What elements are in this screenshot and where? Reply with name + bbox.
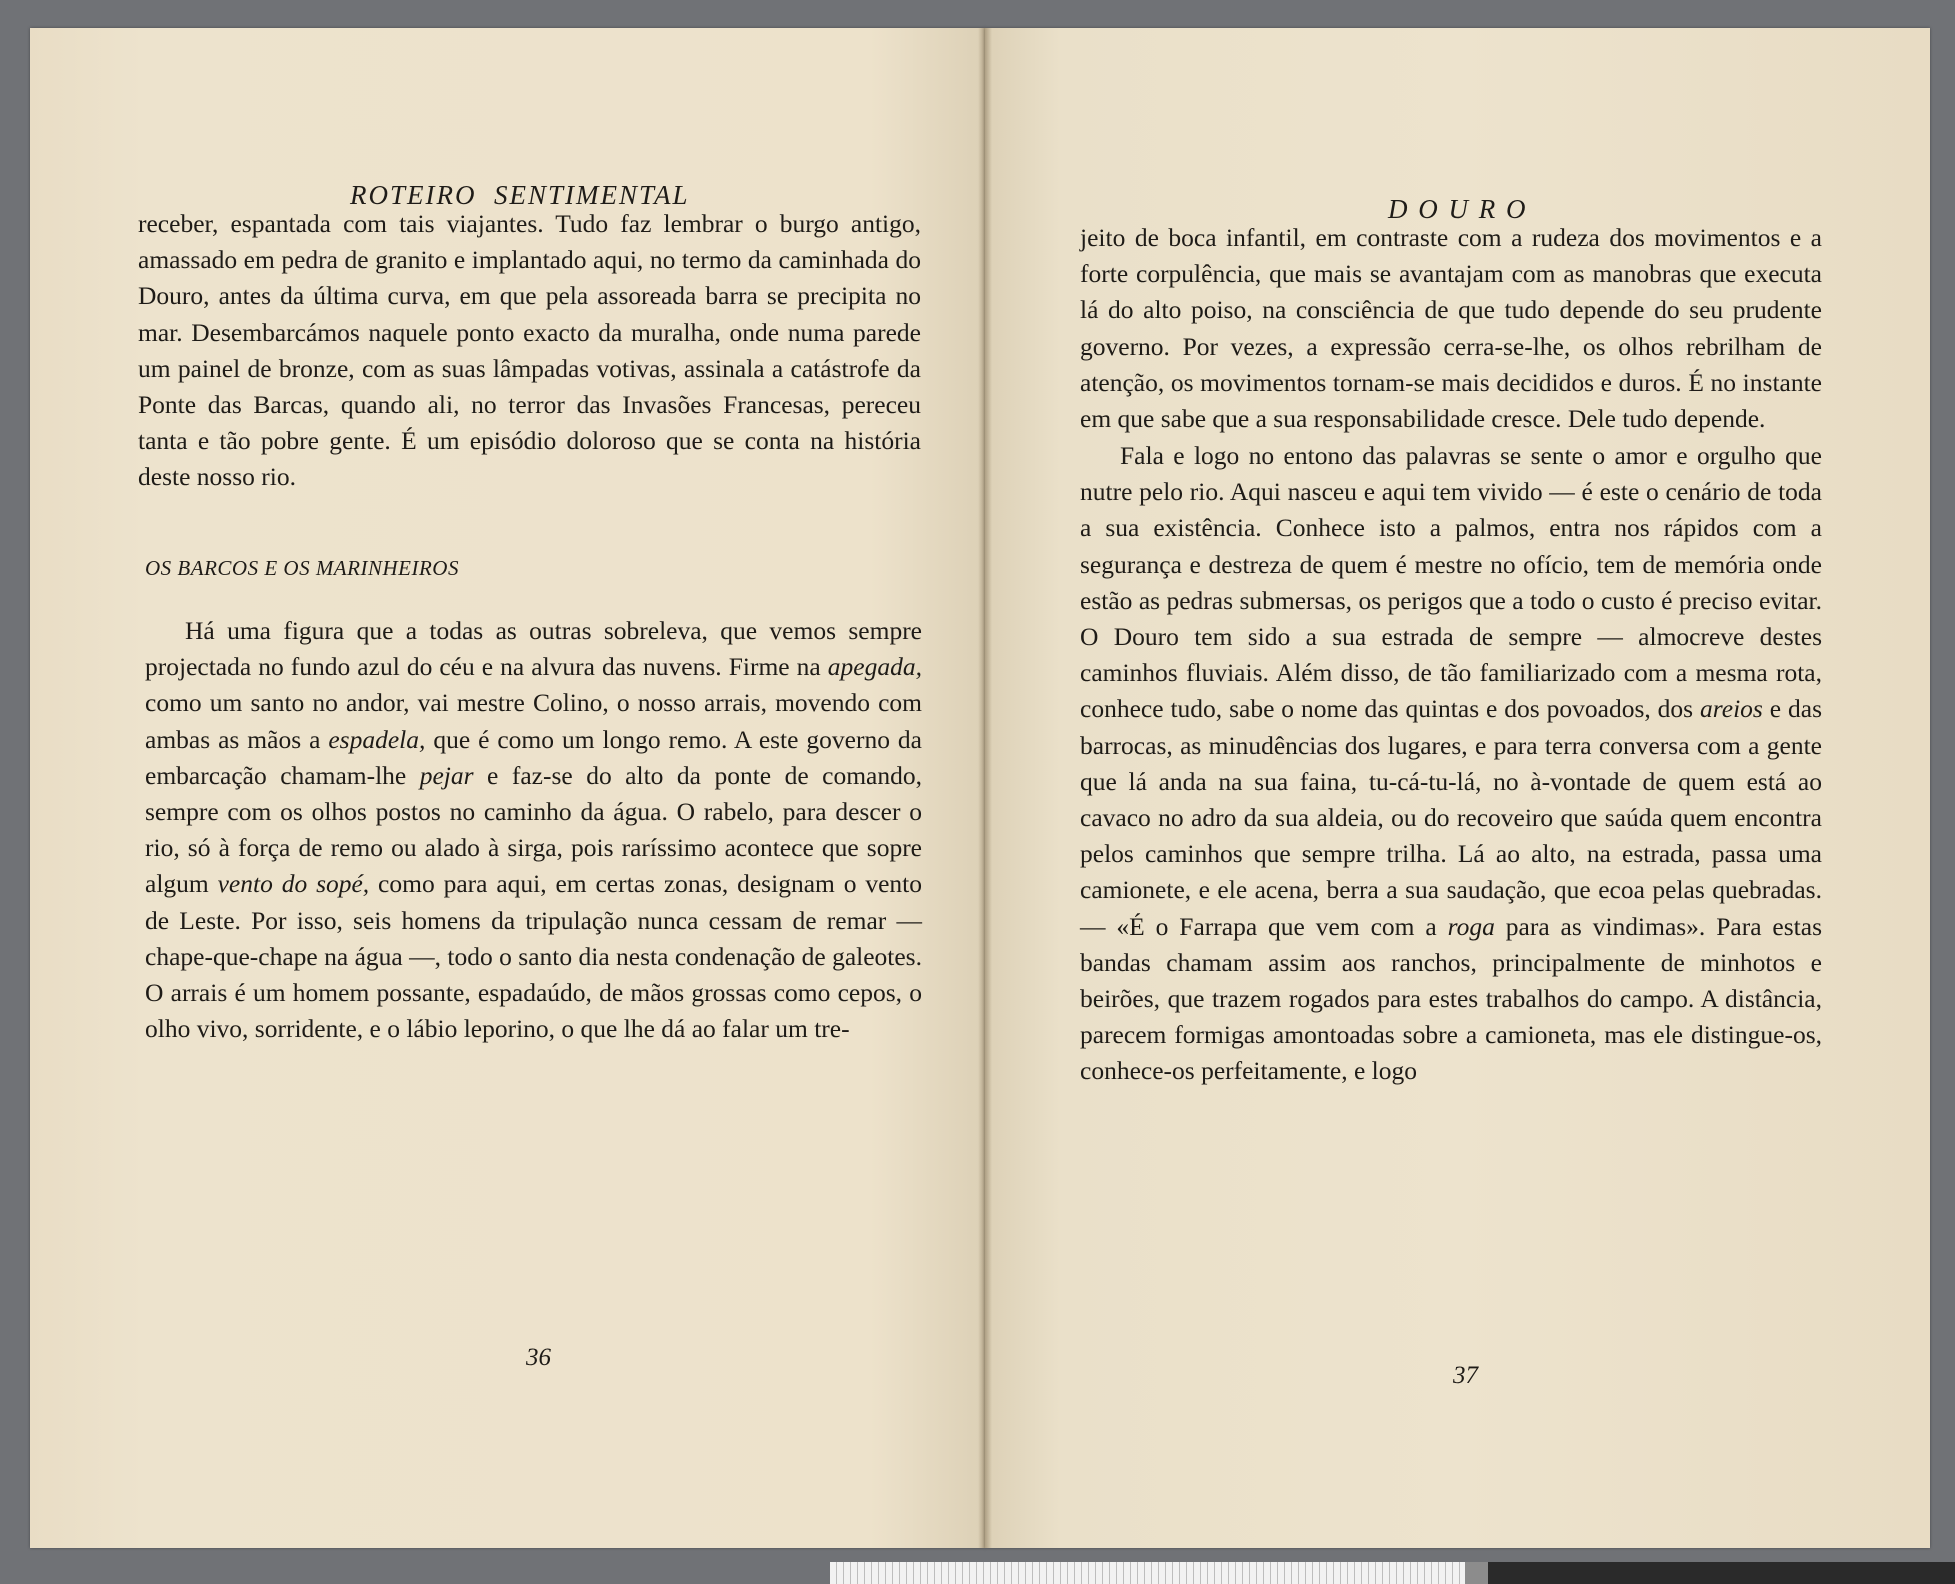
italic-term: apegada,	[827, 652, 922, 682]
italic-term: espadela,	[328, 724, 426, 754]
scale-ruler-black-block	[1488, 1562, 1955, 1584]
right-paragraph-2	[1080, 438, 1822, 1090]
left-paragraph-1	[138, 206, 921, 496]
left-paragraph-2	[145, 613, 922, 1047]
left-paragraph-2-text	[145, 613, 922, 1047]
text-run: que é como um longo remo. A este governo da embarcação chamam-lhe	[145, 724, 922, 790]
page-number-left: 36	[526, 1344, 551, 1371]
text-run: Fala e logo no entono das palavras se sente o amor e orgulho que nutre pelo rio. Aqui nasceu e aqui tem vivido — é este o cenário de toda a sua existência. Conhece isto a palmos, entra nos rápidos com a segurança e destreza de quem é mestre no ofício, tem de memória onde estão as pedras submersas, os perigos que a todo o custo é preciso evitar. O Douro tem sido a sua estrada de sempre — almocreve destes caminhos fluviais. Além disso, de tão familiarizado com a mesma rota, conhece tudo, sabe o nome das quintas e dos povoados, dos	[1080, 441, 1822, 724]
text-run: como um santo no andor, vai mestre Colino, o nosso arrais, movendo com ambas as mãos a	[145, 688, 922, 754]
italic-term: vento do sopé,	[217, 869, 370, 899]
text-run: para as vindimas». Para estas bandas chamam assim aos ranchos, principalmente de minhotos e beirões, que trazem rogados para estes trabalhos do campo. A distância, parecem formigas amontoadas sobre a camioneta, mas ele distingue-os, conhece-os perfeitamente, e logo	[1080, 911, 1822, 1086]
book-spread	[30, 28, 1930, 1548]
scale-ruler-grey-block	[1465, 1562, 1488, 1584]
text-run: Há uma figura que a todas as outras sobreleva, que vemos sempre projectada no fundo azul do céu e na alvura das nuvens. Firme na	[145, 616, 922, 682]
text-run: e das barrocas, as minudências dos lugares, e para terra conversa com a gente que lá anda na sua faina, tu-cá-tu-lá, no à-vontade de quem está ao cavaco no adro da sua aldeia, ou do recoveiro que saúda quem encontra pelos caminhos que sempre trilha. Lá ao alto, na estrada, passa uma camionete, e ele acena, berra a sua saudação, que ecoa pelas quebradas. — «É o Farrapa que vem com a	[1080, 694, 1822, 941]
running-head-left: ROTEIRO SENTIMENTAL	[350, 180, 690, 210]
section-title: OS BARCOS E OS MARINHEIROS	[145, 556, 459, 580]
left-page	[30, 28, 985, 1548]
text-run: como para aqui, em certas zonas, designam o vento de Leste. Por isso, seis homens da tripulação nunca cessam de remar — chape-que-chape na água —, todo o santo dia nesta condenação de galeotes. O arrais é um homem possante, espadaúdo, de mãos grossas como cepos, o olho vivo, sorridente, e o lábio leporino, o que lhe dá ao falar um tre-	[145, 869, 922, 1044]
left-paragraph-1-text: receber, espantada com tais viajantes. Tudo faz lembrar o burgo antigo, amassado em pedra de granito e implantado aqui, no termo da caminhada do Douro, antes da última curva, em que pela assoreada barra se precipita no mar. Desembarcámos naquele ponto exacto da muralha, onde numa parede um painel de bronze, com as suas lâmpadas votivas, assinala a catástrofe da Ponte das Barcas, quando ali, no terror das Invasões Francesas, pereceu tanta e tão pobre gente. É um episódio doloroso que se conta na história deste nosso rio.	[138, 209, 921, 492]
running-head-right: D O U R O	[1388, 194, 1528, 224]
book-gutter	[978, 28, 992, 1548]
italic-term: roga	[1447, 911, 1495, 941]
right-page	[985, 28, 1930, 1548]
italic-term: areios	[1700, 694, 1763, 724]
page-number-right: 37	[1453, 1362, 1478, 1389]
right-paragraph-1-text: jeito de boca infantil, em contraste com a rudeza dos movimentos e a forte corpulência, que mais se avantajam com as manobras que executa lá do alto poiso, na consciência de que tudo depende do seu prudente governo. Por vezes, a expressão cerra-se-lhe, os olhos rebrilham de atenção, os movimentos tornam-se mais decididos e duros. É no instante em que sabe que a sua responsabilidade cresce. Dele tudo depende.	[1080, 223, 1822, 434]
right-paragraph-2-text	[1080, 438, 1822, 1090]
italic-term: pejar	[419, 760, 474, 790]
text-run: e faz-se do alto da ponte de comando, sempre com os olhos postos no caminho da água. O rabelo, para descer o rio, só à força de remo ou alado à sirga, pois raríssimo acontece que sopre algum	[145, 760, 922, 899]
right-paragraph-1	[1080, 220, 1822, 437]
